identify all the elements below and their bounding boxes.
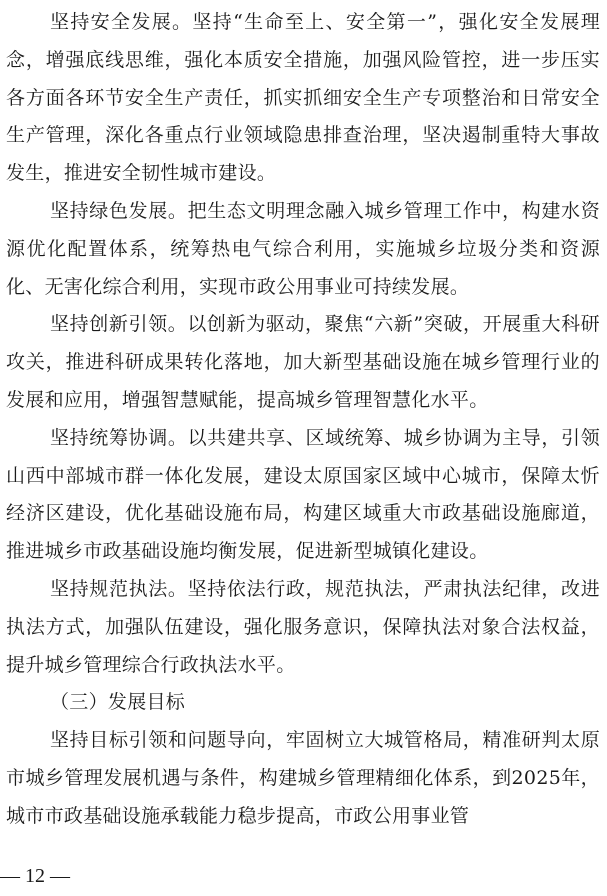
section-heading-development-goals: （三）发展目标 (50, 691, 186, 714)
page-number: — 12 — (0, 865, 70, 887)
paragraph-green-development: 坚持绿色发展。把生态文明理念融入城乡管理工作中，构建水资源优化配置体系，统筹热电气综合利用，实施城乡垃圾分类和资源化、无害化综合利用，实现市政公用事业可持续发展。 (6, 199, 600, 298)
paragraph-safety-development: 坚持安全发展。坚持“生命至上、安全第一”，强化安全发展理念，增强底线思维，强化本质安全措施，加强风险管控，进一步压实各方面各环节安全生产责任，抓实抓细安全生产专项整治和日常安全生产管理，深化各重点行业领域隐患排查治理，坚决遏制重特大事故发生，推进安全韧性城市建设。 (6, 11, 600, 185)
paragraph-goals-intro: 坚持目标引领和问题导向，牢固树立大城管格局，精准研判太原市城乡管理发展机遇与条件，构建城乡管理精细化体系，到2025年，城市市政基础设施承载能力稳步提高，市政公用事业管 (6, 729, 600, 827)
paragraph-innovation-leading: 坚持创新引领。以创新为驱动，聚焦“六新”突破，开展重大科研攻关，推进科研成果转化落地，加大新型基础设施在城乡管理行业的发展和应用，增强智慧赋能，提高城乡管理智慧化水平。 (6, 313, 600, 411)
paragraph-coordinated-development: 坚持统筹协调。以共建共享、区域统筹、城乡协调为主导，引领山西中部城市群一体化发展，建设太原国家区域中心城市，保障太忻经济区建设，优化基础设施布局，构建区域重大市政基础设施廊道，推进城乡市政基础设施均衡发展，促进新型城镇化建设。 (6, 426, 600, 563)
paragraph-standardized-enforcement: 坚持规范执法。坚持依法行政，规范执法，严肃执法纪律，改进执法方式，加强队伍建设，强化服务意识，保障执法对象合法权益，提升城乡管理综合行政执法水平。 (6, 577, 600, 676)
document-body (6, 4, 600, 836)
